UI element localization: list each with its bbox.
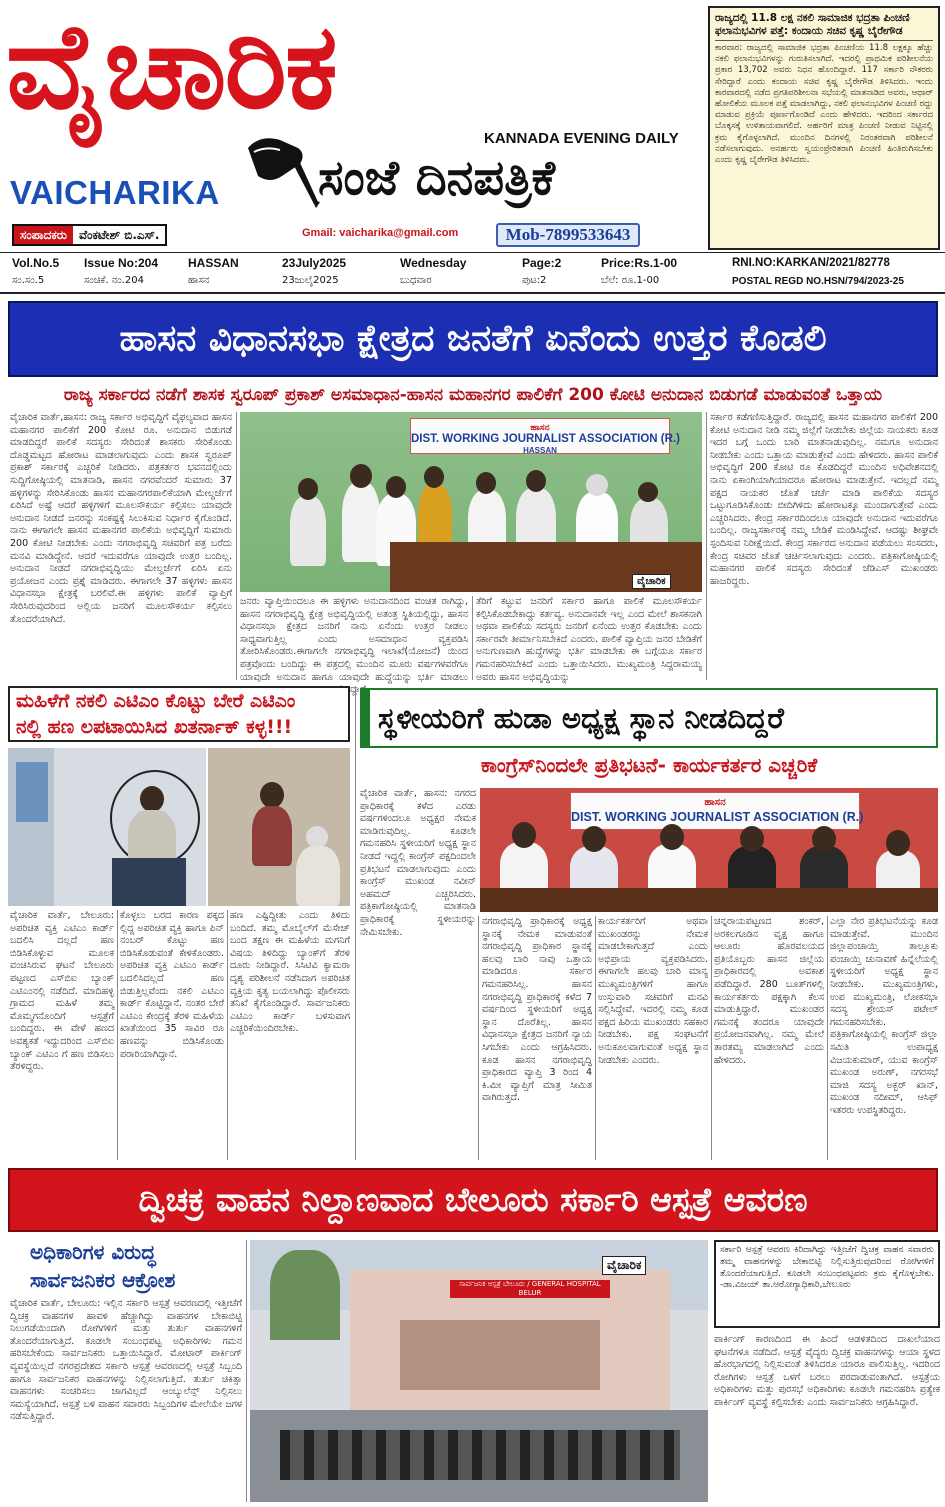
person-head — [638, 482, 658, 502]
huda-headline-box — [360, 688, 938, 748]
postal-regd: POSTAL REGD NO.HSN/794/2023-25 — [732, 276, 904, 287]
hospital-subhead-2: ಸಾರ್ವಜನಿಕರ ಆಕ್ರೋಶ — [30, 1268, 176, 1292]
main-headline: ಹಾಸನ ವಿಧಾನಸಭಾ ಕ್ಷೇತ್ರದ ಜನತೆಗೆ ಏನೆಂದು ಉತ್ತರ ಕೊಡಲಿ — [8, 301, 938, 377]
main-story-col4: ಸರ್ಕಾರ ಕಡೆಗಣಿಸುತ್ತಿದ್ದಾರೆ. ರಾಜ್ಯದಲ್ಲಿ ಹಾಸನ ಮಹಾನಗರ ಪಾಲಿಕೆಗೆ 200 ಕೋಟಿ ಅನುದಾನ ನೀಡಿ ನಮ್ಮ ಜಿಲ್ಲೆಗೆ ನೀಡಬೇಕು ಜಿಲ್ಲೆಯ ನಾಯಕರು ಕೂಡ ಇದರ ಬಗ್ಗೆ ಒಂದು ಬಾರಿ ಮಾತನಾಡುವುದಿಲ್ಲ. ನಮಗೂ ಅನುದಾನ ನೀಡಬೇಕು ಎಂದು ಒತ್ತಾಯ ಮಾಡುತ್ತೇವೆ ಎಂದು ಹೇಳಿದರು. ಹಾಸನ ಪಾಲಿಕೆ ಅಭಿವೃದ್ಧಿಗೆ 200 ಕೋಟಿ ರೂ ಕೊಡದಿದ್ದರೆ ಮುಂದಿನ ಅಧಿವೇಶನದಲ್ಲಿ ನಾನು ಏಕಾಂಗಿಯಾಗಿಯಾದರೂ ಹೋರಾಟ ಮಾಡುತ್ತೇನೆ. ಇದಲ್ಲದೆ ನಮ್ಮ ಪಕ್ಷದ ನಾಯಕರ ಜೊತೆ ಚರ್ಚೆ ಮಾಡಿ ಪಾಲಿಕೆಯ ಸದಸ್ಯರ ಒಟ್ಟುಗೂಡಿಸಿಕೊಂಡು ಬೀದಿಗಿಳಿದು ಹೋರಾಟಕ್ಕೂ ಮುಂದಾಗುತ್ತೇವೆ ಎಂದು ಎಚ್ಚರಿಸಿದರು. ಕೇಂದ್ರ ಸರ್ಕಾರದಿಂದಲೂ ಯಾವುದೇ ಅನುದಾನ ಇದುವರೆಗೂ ಬಂದಿಲ್ಲ. ರಾಜ್ಯಸರ್ಕಾರಕ್ಕೆ ನಮ್ಮ ಬೇಡಿಕೆ ಮಂಡಿಸಿದ್ದೇವೆ. ಆದಷ್ಟು ಶೀಘ್ರವೇ ಸ್ಪಂದಿಸುವ ನಿರೀಕ್ಷೆಯಿದೆ. ಕೇಂದ್ರ ಸರ್ಕಾರದ ಅನುದಾನ ಪಡೆಯಲು ಸಂಸದರು, ಕೇಂದ್ರ ಸಚಿವರ ಜೊತೆ ಚರ್ಚಿಸಲಾಗುವುದು ಎಂದರು. ಪತ್ರಿಕಾಗೋಷ್ಠಿಯಲ್ಲಿ ಮಹಾನಗರ ಪಾಲಿಕೆ ಸದಸ್ಯರು ಸೇರಿದಂತೆ ಜೆಡಿಎಸ್ ಮುಖಂಡರು ಹಾಜರಿದ್ದರು. — [710, 412, 938, 587]
person — [296, 846, 340, 906]
photo-stamp: ವೈಚಾರಿಕ — [602, 1256, 646, 1275]
photo-banner — [410, 418, 680, 455]
date-kn: 23ಜುಲೈ2025 — [282, 275, 339, 286]
doctor-quote: ಸರ್ಕಾರಿ ಆಸ್ಪತ್ರೆ ಆವರಣ ಕಿರಿದಾಗಿದ್ದು ಇತ್ತೀಚೆಗೆ ದ್ವಿಚಕ್ರ ವಾಹನ ಸವಾರರು ತಮ್ಮ ವಾಹನಗಳನ್ನು ಬೇಕಾಬಿಟ್ಟಿ ನಿಲ್ಲಿಸುತ್ತಿರುವುದರಿಂದ ರೋಗಿಗಳಿಗೆ ತೊಂದರೆಯಾಗುತ್ತಿದೆ. ಕೂಡಲೇ ಸಂಬಂಧಪಟ್ಟವರು ಕ್ರಮ ಕೈಗೊಳ್ಳಬೇಕು. -ಡಾ.ವಿಜಯ್ ತಾ.ಆರೋಗ್ಯಾಧಿಕಾರಿ,ಬೇಲೂರು — [720, 1245, 934, 1291]
column-divider — [827, 916, 828, 1160]
person-head — [386, 476, 406, 498]
person-head — [526, 470, 546, 492]
person-head — [306, 826, 328, 848]
person-head — [586, 474, 608, 496]
mobile-number: Mob-7899533643 — [496, 223, 640, 247]
person-head — [812, 826, 836, 852]
column-divider — [355, 686, 356, 1160]
hospital-subhead-1: ಅಧಿಕಾರಿಗಳ ವಿರುದ್ಧ — [30, 1240, 156, 1264]
photo-banner-top: ಹಾಸನ — [530, 422, 550, 432]
huda-story-col2: ನಗರಾಭಿವೃದ್ಧಿ ಪ್ರಾಧಿಕಾರಕ್ಕೆ ಅಧ್ಯಕ್ಷ ಸ್ಥಾನಕ್ಕೆ ನೇಮಕ ಮಾಡುವಂತೆ ನಗರಾಭಿವೃದ್ಧಿ ಪ್ರಾಧಿಕಾರ ಸ್ಥಾನಕ್ಕೆ ಹಲವು ಬಾರಿ ನಾವು ಒತ್ತಾಯ ಮಾಡಿದರೂ ಸರ್ಕಾರ ಗಮನಹರಿಸಿಲ್ಲ. ಹಾಸನ ನಗರಾಭಿವೃದ್ಧಿ ಪ್ರಾಧಿಕಾರಕ್ಕೆ ಕಳೆದ 7 ವರ್ಷದಿಂದ ಸ್ಥಳೀಯರಿಗೆ ಅಧ್ಯಕ್ಷ ಸ್ಥಾನ ದೊರೆತಿಲ್ಲ. ಹಾಸನ ವಿಧಾನಸಭಾ ಕ್ಷೇತ್ರದ ಜನರಿಗೆ ನ್ಯಾಯ ಸಿಗಬೇಕು ಎಂದು ಆಗ್ರಹಿಸಿದರು. ಕೂಡ ಹಾಸನ ನಗರಾಭಿವೃದ್ಧಿ ಪ್ರಾಧಿಕಾರದ ವ್ಯಾಪ್ತಿ 3 ರಿಂದ 4 ಕಿ.ಮೀ ವ್ಯಾಪ್ತಿಗೆ ಮಾತ್ರ ಸೀಮಿತ ವಾಗಿರುತ್ತದೆ. — [482, 916, 592, 1104]
green-strip — [362, 690, 370, 746]
column-divider — [117, 910, 118, 1160]
person — [252, 806, 292, 866]
notice-heading-2: ಫಲಾನುಭವಿಗಳ ಪತ್ತೆ: ಕಂದಾಯ ಸಚಿವ ಕೃಷ್ಣ ಬೈರೇಗೌಡ — [715, 25, 933, 41]
atm-story-col1: ವೈಚಾರಿಕ ವಾರ್ತೆ, ಬೇಲೂರು: ಅಪರಿಚಿತ ವ್ಯಕ್ತಿ ಎಟಿಎಂ ಕಾರ್ಡ್ ಬದಲಿಸಿ ದಲ್ಲದೆ ಹಣ ಬಿಡಿಸಿಕೊಳ್ಳುವ ಮೂಲಕ ವಂಚಿಸಿರುವ ಘಟನೆ ಬೇಲೂರು ಪಟ್ಟಣದ ಎಸ್‌ಬಿಐ ಬ್ಯಾಂಕ್ ಎಟಿಎಂನಲ್ಲಿ ನಡೆದಿದೆ. ಮಾದಿಹಳ್ಳಿ ಗ್ರಾಮದ ಮಹಿಳೆ ತಮ್ಮ ಮೊಮ್ಮಗನೊಂದಿಗೆ ಆಸ್ಪತ್ರೆಗೆ ಬಂದಿದ್ದರು. ಈ ವೇಳೆ ಹಣದ ಅವಶ್ಯಕತೆ ಇದ್ದುದರಿಂದ ಎಸ್‌ಬಿಐ ಬ್ಯಾಂಕ್ ಎಟಿಎಂ ಗೆ ಹಣ ಬಿಡಿಸಲು ತೆರಳಿದ್ದರು. — [10, 910, 114, 1073]
issue-kn: ಸಂಚಿಕೆ. ನಂ.204 — [84, 275, 144, 286]
photo-banner-text: DIST. WORKING JOURNALIST ASSOCIATION (R.) — [411, 433, 680, 445]
photo-banner — [570, 792, 864, 830]
person-head — [582, 826, 606, 852]
logo-kannada: ವೈಚಾರಿಕ — [6, 0, 336, 135]
main-story-photo — [240, 412, 702, 592]
person — [342, 482, 380, 562]
person-head — [140, 786, 164, 812]
person-head — [886, 830, 910, 856]
day-en: Wednesday — [400, 256, 467, 270]
person-head — [424, 466, 444, 488]
issue-en: Issue No:204 — [84, 256, 159, 270]
page-en: Page:2 — [522, 256, 562, 270]
column-divider — [595, 916, 596, 1160]
press-table — [480, 888, 938, 912]
person-head — [298, 478, 318, 500]
huda-story-col4: ಚನ್ನರಾಯಪಟ್ಟಣದ ಶಂಕರ್, ಅರಕಲಗೂಡಿನ ವೃಕ್ಷ ಹಾಗೂ ಆಲೂರು ಹೊರವಲಯದ ಪ್ರತಿಯೊಬ್ಬರು ಹಾಸನ ಜಿಲ್ಲೆಯ ಪ್ರಾಧಿಕಾರದಲ್ಲಿ ಅವಕಾಶ ಪಡೆದಿದ್ದಾರೆ. 280 ಬೂತ್‌ಗಳಲ್ಲಿ ಕಾರ್ಯಕರ್ತರು ಪಕ್ಷಕ್ಕಾಗಿ ಕೆಲಸ ಮಾಡುತ್ತಿದ್ದಾರೆ. ಮುಖಂಡರ ಗಮನಕ್ಕೆ ತಂದರೂ ಯಾವುದೇ ಪ್ರಯೋಜನವಾಗಿಲ್ಲ. ನಮ್ಮ ಮೇಲೆ ತಾರತಮ್ಯ ಮಾಡಲಾಗಿದೆ ಎಂದು ಹೇಳಿದರು. — [714, 916, 824, 1066]
atm-cctv-photo-1 — [8, 748, 206, 906]
person-head — [512, 822, 536, 848]
column-divider — [246, 1240, 247, 1502]
atm-story-col2: ಕೊಳ್ಳಲು ಬರದ ಕಾರಣ ಪಕ್ಕದ ಲ್ಲಿದ್ದ ಅಪರಿಚಿತ ವ್ಯಕ್ತಿ ಹಾಗೂ ಪಿನ್ ನಂಬರ್ ಕೊಟ್ಟು ಹಣ ಬಿಡಿಸಿಕೊಡುವಂತೆ ಕೇಳಿಕೊಂಡರು. ಅಪರಿಚಿತ ವ್ಯಕ್ತಿ ಎಟಿಎಂ ಕಾರ್ಡ್ ಬದಲಿಸಿದಲ್ಲದೆ ಹಣ ಬಿಡುತ್ತಿಲ್ಲವೆಂದು ನಕಲಿ ಎಟಿಎಂ ಕಾರ್ಡ್ ಕೊಟ್ಟಿದ್ದಾನೆ. ನಂತರ ಬೇರೆ ಎಟಿಎಂ ಕೇಂದ್ರಕ್ಕೆ ತೆರಳಿ ಮಹಿಳೆಯ ಖಾತೆಯಿಂದ 35 ಸಾವಿರ ರೂ ಹಣವನ್ನು ಬಿಡಿಸಿಕೊಂಡು ಪರಾರಿಯಾಗಿದ್ದಾನೆ. — [120, 910, 224, 1060]
column-divider — [472, 596, 473, 680]
tagline-english: KANNADA EVENING DAILY — [484, 130, 679, 147]
person-head — [350, 464, 372, 488]
person — [290, 496, 326, 566]
notice-body: ಕಾರವಾರ: ರಾಜ್ಯದಲ್ಲಿ ಸಾಮಾಜಿಕ ಭದ್ರತಾ ಪಿಂಚಣಿಯ 11.8 ಲಕ್ಷಕ್ಕೂ ಹೆಚ್ಚು ನಕಲಿ ಫಲಾನುಭವಿಗಳನ್ನು ಗುರುತಿಸಲಾಗಿದೆ. ಇದರಲ್ಲಿ ಪ್ರಾಥಮಿಕ ಪರಿಶೀಲನೆಯ ಪ್ರಕಾರ 13,702 ಅವರು ನಿಧನ ಹೊಂದಿದ್ದಾರೆ. 117 ಸರ್ಕಾರಿ ನೌಕರರು ಸೇರಿದ್ದಾರೆ ಎಂದು ಕಂದಾಯ ಸಚಿವ ಕೃಷ್ಣ ಬೈರೇಗೌಡ ತಿಳಿಸಿದರು. ಇಂದು ಕಾರವಾರದಲ್ಲಿ ನಡೆದ ಪ್ರಗತಿಪರಿಶೀಲನಾ ಸಭೆಯಲ್ಲಿ ಮಾತನಾಡಿದ ಅವರು, ಆಧಾರ್ ಹೋಲಿಕೆಯ ಮೂಲಕ ಪತ್ತೆ ಮಾಡಲಾಗಿದ್ದು, ನಕಲಿ ಫಲಾನುಭವಿಗಳ ಪಿಂಚಣಿ ರದ್ದು ಮಾಡುವ ಪ್ರಕ್ರಿಯೆ ಪೂರ್ಣಗೊಂಡಿದೆ ಎಂದು ಹೇಳಿದರು. ಇದರಿಂದ ಸರ್ಕಾರದ ಬೊಕ್ಕಸಕ್ಕೆ ಉಳಿತಾಯವಾಗಲಿದೆ. ಅರ್ಹರಿಗೆ ಮಾತ್ರ ಪಿಂಚಣಿ ನೀಡುವ ನಿಟ್ಟಿನಲ್ಲಿ ಕ್ರಮ ಕೈಗೊಳ್ಳಲಾಗಿದೆ. ಮುಂದಿನ ದಿನಗಳಲ್ಲಿ ನಿರಂತರವಾಗಿ ಪರಿಶೀಲನೆ ನಡೆಸಲಾಗುವುದು. ಅನರ್ಹರು ಸ್ವಯಂಪ್ರೇರಿತರಾಗಿ ಪಿಂಚಣಿ ಹಿಂತಿರುಗಿಸಬೇಕು ಎಂದು ಕೃಷ್ಣ ಬೈರೇಗೌಡ ತಿಳಿಸಿದರು. — [715, 43, 933, 166]
main-story-col3: ತೆರಿಗೆ ಕಟ್ಟುವ ಜನರಿಗೆ ಸರ್ಕಾರ ಹಾಗೂ ಪಾಲಿಕೆ ಮೂಲಸೌಕರ್ಯ ಕಲ್ಪಿಸಿಕೊಡಬೇಕಾದ್ದು ಕರ್ತವ್ಯ. ಅನುದಾನವೇ ಇಲ್ಲ ಎಂದ ಮೇಲೆ ಶಾಸಕನಾಗಿ ಅಥವಾ ಪಾಲಿಕೆಯ ಸದಸ್ಯರು ಜನರಿಗೆ ಏನೆಂದು ಉತ್ತರ ಕೊಡಬೇಕು ಎಂದು ಸರ್ಕಾರವೇ ತೀರ್ಮಾನಿಸಬೇಕಿದೆ ಎಂದರು. ಪಾಲಿಕೆ ವ್ಯಾಪ್ತಿಯ ಜನರ ಬೇಡಿಕೆಗೆ ಅನುಗುಣವಾಗಿ ಹುದ್ದೆಗಳನ್ನು ಭರ್ತಿ ಮಾಡಬೇಕು ಈ ಬಗ್ಗೆಯೂ ಸರ್ಕಾರ ಗಮನಹರಿಸಬೇಕಿದೆ ಎಂದು ಒತ್ತಾಯಿಸಿದರು. ಮುಖ್ಯಮಂತ್ರಿ ಸಿದ್ದರಾಮಯ್ಯ ಅವರು ಹಾಸನ ಅಭಿವೃದ್ಧಿಯನ್ನು — [476, 596, 702, 683]
rni-number: RNI.NO:KARKAN/2021/82778 — [732, 257, 890, 269]
doctor-quote-box — [714, 1240, 940, 1328]
pen-hand-icon — [240, 118, 322, 210]
main-story-col1: ವೈಚಾರಿಕ ವಾರ್ತೆ,ಹಾಸನ: ರಾಜ್ಯ ಸರ್ಕಾರ ಅಭಿವೃದ್ಧಿಗೆ ವೈಫಲ್ಯವಾದ ಹಾಸನ ಮಹಾನಗರ ಪಾಲಿಕೆಗೆ 200 ಕೋಟಿ ರೂ. ಅನುದಾನ ಬಿಡುಗಡೆ ಮಾಡದಿದ್ದರೆ ಪಾಲಿಕೆ ಸದಸ್ಯರು ಸೇರಿದಂತೆ ಶಾಸಕರು ಸೇರಿಕೊಂಡು ದೊಡ್ಡಮಟ್ಟದ ಹೋರಾಟ ಮಾಡಲಾಗುವುದು ಎಂದು ಶಾಸಕ ಸ್ವರೂಪ್ ಪ್ರಕಾಶ್ ಸರ್ಕಾರಕ್ಕೆ ಎಚ್ಚರಿಕೆ ನೀಡಿದರು. ಪತ್ರಕರ್ತರ ಭವನದಲ್ಲಿಂದು ಸುದ್ದಿಗೋಷ್ಠಿಯಲ್ಲಿ ಮಾತನಾಡಿ, ಹಾಸನ ನಗರವೆಂದರೆ ಸುಮಾರು 37 ಹಳ್ಳಿಗಳನ್ನು ಸೇರಿಸಿಕೊಂಡು ಹಾಸನ ಮಹಾನಗರಪಾಲಿಕೆಯಾಗಿ ಮೇಲ್ದರ್ಜೆಗೆ ಏರಿಸಿದೆ ಅಷ್ಟೆ ಆದರೆ ಹಳ್ಳಿಗಳಿಗೆ ಮೂಲಸೌಕರ್ಯ ಕಲ್ಪಿಸಲು ಯಾವುದೇ ಅನುದಾನ ನೀಡದೆ ಜನರನ್ನು ಸಂಕಷ್ಟಕ್ಕೆ ಸಿಲುಕಿಸುವ ನಿರ್ಧಾರ ಕೈಗೊಂಡಿದೆ. ನಾನು ಈಗಾಗಲೇ ಹಾಸನ ಮಹಾನಗರ ಪಾಲಿಕೆಯ ಅಭಿವೃದ್ಧಿಗೆ ಸುಮಾರು 200 ಕೋಟಿ ನೀಡಬೇಕು ಎಂದು ನಗರಾಭಿವೃದ್ಧಿ ಸಚಿವರಿಗೆ ಪತ್ರ ಬರೆದು ಮನವಿ ಮಾಡಿದ್ದೇನೆ. ಆದರೆ ಇದುವರೆಗೂ ಯಾವುದೇ ಉತ್ತರ ಬಂದಿಲ್ಲ. ಅನುದಾನ ನೀಡದೆ ನಗರಾಭಿವೃದ್ಧಿಯು ಮೇಲ್ದರ್ಜೆಗೆ ಏರಿಸಿ ಏನು ಪ್ರಯೋಜನ ಎಂದು ಪ್ರಶ್ನೆ ಮಾಡಿದರು. ಈಗಾಗಲೇ 37 ಹಳ್ಳಿಗಳು ಹಾಸನ ವಿಧಾನಸಭಾ ಕ್ಷೇತ್ರಕ್ಕೆ ಬರಲಿವೆ.ಈ ಹಳ್ಳಿಗಳು ಪಾಲಿಕೆ ವ್ಯಾಪ್ತಿಗೆ ಸೇರಿಸಿರುವುದರಿಂದ ಅಲ್ಲಿಯ ಜನರಿಗೆ ಮೂಲಸೌಕರ್ಯ ಕಲ್ಪಿಸಲು ತೊಂದರೆಯಾಗಿದೆ. — [10, 412, 232, 625]
volume-en: Vol.No.5 — [12, 256, 60, 270]
hospital-story-col-right: ಪಾರ್ಕಿಂಗ್ ಕಾರಣದಿಂದ ಈ ಹಿಂದೆ ಆಡಳಿತದಿಂದ ದಾಖಲೆಯಾದ ಘಟನೆಗಳೂ ನಡೆದಿದೆ. ಆಸ್ಪತ್ರೆ ವೈದ್ಯರು ದ್ವಿಚಕ್ರ ವಾಹನಗಳನ್ನು ಆಯಾ ಸ್ಥಳದ ಹೊರಭಾಗದಲ್ಲಿ ನಿಲ್ಲಿಸುವಂತೆ ತಿಳಿಸಿದರೂ ಯಾರೂ ಪಾಲಿಸುತ್ತಿಲ್ಲ. ಇದರಿಂದ ರೋಗಿಗಳು ಆಸ್ಪತ್ರೆ ಒಳಗೆ ಬರಲು ಪರದಾಡುವಂತಾಗಿದೆ. ಆಸ್ಪತ್ರೆಯ ಅಧಿಕಾರಿಗಳು ಮತ್ತು ಪುರಸಭೆ ಅಧಿಕಾರಿಗಳು ಕೂಡಲೇ ಗಮನಹರಿಸಿ ಪ್ರತ್ಯೇಕ ಪಾರ್ಕಿಂಗ್ ವ್ಯವಸ್ಥೆ ಕಲ್ಪಿಸಬೇಕು ಎಂದು ಸಾರ್ವಜನಿಕರು ಆಗ್ರಹಿಸಿದ್ದಾರೆ. — [714, 1334, 940, 1408]
atm-headline-box — [8, 686, 350, 742]
hospital-story-col1: ವೈಚಾರಿಕ ವಾರ್ತೆ, ಬೇಲೂರು: ಇಲ್ಲಿನ ಸರ್ಕಾರಿ ಆಸ್ಪತ್ರೆ ಆವರಣದಲ್ಲಿ ಇತ್ತೀಚೆಗೆ ದ್ವಿಚಕ್ರ ವಾಹನಗಳ ಹಾವಳಿ ಹೆಚ್ಚಾಗಿದ್ದು ವಾಹನಗಳ ಬೇಕಾಬಿಟ್ಟಿ ನಿಲುಗಡೆಯಿಂದಾಗಿ ರೋಗಿಗಳಿಗೆ ಮತ್ತು ತುರ್ತು ವಾಹನಗಳಿಗೆ ತೊಂದರೆಯಾಗುತ್ತಿದೆ. ಕೂಡಲೇ ಸಂಬಂಧಪಟ್ಟ ಅಧಿಕಾರಿಗಳು ಗಮನ ಹರಿಸಬೇಕೆಂದು ಸಾರ್ವಜನಿಕರು ಒತ್ತಾಯಿಸಿದ್ದಾರೆ. ಮೋಟಾರ್ ಪಾರ್ಕಿಂಗ್ ವ್ಯವಸ್ಥೆಯಿಲ್ಲದೆ ನಗರಪ್ರದೇಶದ ಸರ್ಕಾರಿ ಆಸ್ಪತ್ರೆ ಆವರಣದಲ್ಲಿ ಆಸ್ಪತ್ರೆ ಸಿಬ್ಬಂದಿ ಹಾಗೂ ಸಾರ್ವಜನಿಕರ ವಾಹನಗಳನ್ನು ನಿಲ್ಲಿಸಲಾಗುತ್ತಿದೆ. ತುರ್ತು ಚಿಕಿತ್ಸಾ ವಾಹನಗಳು ಸಂಚರಿಸಲು ಜಾಗವಿಲ್ಲದೆ ಆಂಬ್ಯುಲೆನ್ಸ್ ನಿಲ್ಲಿಸಲು ಸಮಸ್ಯೆಯಾಗಿದೆ. ಆಸ್ಪತ್ರೆ ಬಳಿ ವಾಹನ ಸವಾರರು ಸಿಬ್ಬಂದಿಗಳ ಮೇಲೆಯೇ ಜಗಳ ನಡೆಸುತ್ತಿದ್ದಾರೆ. — [10, 1298, 242, 1423]
date-en: 23July2025 — [282, 256, 347, 270]
logo-english: VAICHARIKA — [10, 174, 220, 211]
notice-box — [708, 6, 940, 250]
person-head — [476, 472, 496, 494]
hospital-headline: ದ್ವಿಚಕ್ರ ವಾಹನ ನಿಲ್ದಾಣವಾದ ಬೇಲೂರು ಸರ್ಕಾರಿ ಆಸ್ಪತ್ರೆ ಆವರಣ — [8, 1168, 938, 1232]
atm-story-col3: ಹಣ ಎಷ್ಟಿದ್ದೀತು ಎಂದು ತಿಳಿದು ಬಂದಿದೆ. ತಮ್ಮ ಮೊಬೈಲ್‌ಗೆ ಮೆಸೇಜ್ ಬಂದ ತಕ್ಷಣ ಈ ಮಹಿಳೆಯ ಮಗನಿಗೆ ವಿಷಯ ತಿಳಿದಿದ್ದು ಬ್ಯಾಂಕ್‌ಗೆ ತೆರಳಿ ದೂರು ನೀಡಿದ್ದಾರೆ. ಸಿಸಿಟಿವಿ ಕ್ಯಾಮರಾ ದೃಶ್ಯ ಪರಿಶೀಲನೆ ನಡೆಸಿದಾಗ ಅಪರಿಚಿತ ವ್ಯಕ್ತಿಯ ಕೃತ್ಯ ಬಯಲಾಗಿದ್ದು ಪೊಲೀಸರು ತನಿಖೆ ಕೈಗೊಂಡಿದ್ದಾರೆ. ಸಾರ್ವಜನಿಕರು ಎಟಿಎಂ ಕಾರ್ಡ್ ಬಳಸುವಾಗ ಎಚ್ಚರಿಕೆಯಿಂದಿರಬೇಕು. — [230, 910, 350, 1035]
price-en: Price:Rs.1-00 — [601, 256, 678, 270]
editor-label: ಸಂಪಾದಕರು — [14, 226, 73, 244]
masthead — [0, 0, 945, 252]
gmail-address: Gmail: vaicharika@gmail.com — [302, 227, 459, 239]
huda-story-photo — [480, 788, 938, 912]
atm-cctv-photo-2 — [208, 748, 350, 906]
photo-banner-top: ಹಾಸನ — [704, 797, 726, 808]
day-kn: ಬುಧವಾರ — [400, 275, 432, 286]
tagline-kannada: ಸಂಜೆ ದಿನಪತ್ರಿಕೆ — [318, 150, 556, 206]
notice-heading-1: ರಾಜ್ಯದಲ್ಲಿ 11.8 ಲಕ್ಷ ನಕಲಿ ಸಾಮಾಜಿಕ ಭದ್ರತಾ ಪಿಂಚಣಿ — [715, 12, 910, 24]
person-head — [740, 826, 764, 852]
photo-stamp: ವೈಚಾರಿಕ — [632, 574, 671, 589]
atm-headline-line1: ಮಹಿಳೆಗೆ ನಕಲಿ ಎಟಿಎಂ ಕೊಟ್ಟು ಬೇರೆ ಎಟಿಎಂ — [16, 690, 296, 712]
column-divider — [478, 916, 479, 1160]
page-kn: ಪುಟ:2 — [522, 275, 547, 286]
atm-machine — [112, 858, 186, 906]
huda-story-col1-cont — [360, 916, 476, 1160]
person-head — [660, 824, 684, 850]
city-kn: ಹಾಸನ — [188, 275, 210, 286]
hospital-photo — [250, 1240, 708, 1502]
huda-story-col5: ಎಲ್ಲಾ ನೇರ ಪ್ರತಿಭಟನೆಯನ್ನು ಕೂಡ ಮಾಡುತ್ತೇವೆ. ಮುಂದಿನ ಜಿಲ್ಲಾಪಂಚಾಯ್ತಿ ತಾಲ್ಲೂಕು ಪಂಚಾಯ್ತಿ ಚುನಾವಣೆ ಹಿನ್ನೆಲೆಯಲ್ಲಿ ಸ್ಥಳೀಯರಿಗೆ ಅಧ್ಯಕ್ಷ ಸ್ಥಾನ ನೀಡಬೇಕು. ಮುಖ್ಯಮಂತ್ರಿಗಳು, ಉಪ ಮುಖ್ಯಮಂತ್ರಿ, ಲೋಕಸಭಾ ಸದಸ್ಯ ಶ್ರೇಯಸ್ ಪಟೇಲ್ ಗಮನಹರಿಸಬೇಕು. ಪತ್ರಿಕಾಗೋಷ್ಠಿಯಲ್ಲಿ ಕಾಂಗ್ರೆಸ್ ಜಿಲ್ಲಾ ಸಮಿತಿ ಉಪಾಧ್ಯಕ್ಷ ವಿಜಯಕುಮಾರ್, ಯುವ ಕಾಂಗ್ರೆಸ್ ಮುಖಂಡ ಅರುಣ್, ನಗರಸಭೆ ಮಾಜಿ ಸದಸ್ಯ ಅಕ್ಬರ್ ಖಾನ್, ಮುಖಂಡ ನದೀಮ್, ಆಸಿಫ್ ಇತರರು ಉಪಸ್ಥಿತರಿದ್ದರು. — [830, 916, 938, 1116]
tree — [270, 1250, 340, 1340]
column-divider — [236, 412, 237, 680]
huda-subheadline: ಕಾಂಗ್ರೆಸ್‌ನಿಂದಲೇ ಪ್ರತಿಭಟನೆ- ಕಾರ್ಯಕರ್ತರ ಎಚ್ಚರಿಕೆ — [480, 753, 818, 777]
column-divider — [711, 916, 712, 1160]
editor-box — [12, 224, 167, 246]
huda-story-col3: ಕಾರ್ಯಕರ್ತರಿಗೆ ಅಥವಾ ಮುಖಂಡರನ್ನು ನೇಮಕ ಮಾಡಬೇಕಾಗುತ್ತದೆ ಎಂದು ಅಭಿಪ್ರಾಯ ವ್ಯಕ್ತಪಡಿಸಿದರು. ಈಗಾಗಲೇ ಹಲವು ಬಾರಿ ಮಾನ್ಯ ಮುಖ್ಯಮಂತ್ರಿಗಳಿಗೆ ಹಾಗೂ ಉಸ್ತುವಾರಿ ಸಚಿವರಿಗೆ ಮನವಿ ಸಲ್ಲಿಸಿದ್ದೇವೆ. ಇದರಲ್ಲಿ ನಮ್ಮ ಕೂಡ ಪಕ್ಷದ ಹಿರಿಯ ಮುಖಂಡರು ಸಹಕಾರ ನೀಡಬೇಕು. ಪಕ್ಷ ಸಂಘಟನೆಗೆ ಅನುಕೂಲವಾಗುವಂತೆ ಅಧ್ಯಕ್ಷ ಸ್ಥಾನ ನೀಡಬೇಕು ಎಂದರು. — [598, 916, 708, 1066]
main-story-col2: ಜನರು ವ್ಯಾಪ್ತಿಯಿಂದಲೂ ಈ ಹಳ್ಳಿಗಳು ಅನುದಾನದಿಂದ ವಂಚಿತ ರಾಗಿದ್ದು, ಹಾಸನ ನಗರಾಭಿವೃದ್ಧಿ ಕ್ಷೇತ್ರ ಅಭಿವೃದ್ಧಿಯಲ್ಲಿ ಅತಂತ್ರ ಸ್ಥಿತಿಯಲ್ಲಿದ್ದು, ಹಾಸನ ವಿಧಾನಸಭಾ ಕ್ಷೇತ್ರದ ಜನರಿಗೆ ನಾನು ಏನೆಂದು ಉತ್ತರ ನೀಡಲು ಸಾಧ್ಯವಾಗುತ್ತಿಲ್ಲ ಎಂದು ಅಸಮಾಧಾನ ವ್ಯಕ್ತಪಡಿಸಿ ತೋರಿಸಿಕೊಂಡರು.ಈಗಾಗಲೇ ನಗರಾಭಿವೃದ್ಧಿ ಇಲಾಖೆ(ಯೋಜನೆ) ಯಿಂದ ಪತ್ರವೊಂದು ಬಂದಿದ್ದು ಈ ಪತ್ರದಲ್ಲಿ ಮುಂದಿನ ಮೂರು ವರ್ಷಗಳವರೆಗೂ ಯಾವುದೇ ಅನುದಾನ ಹಾಗೂ ಯಾವುದೇ ಹುದ್ದೆಯನ್ನು ಭರ್ತಿ ಮಾಡಲು ಹೇಳಿದ್ದಾರೆ. — [240, 596, 468, 696]
issue-info-row — [0, 252, 945, 294]
main-subheadline: ರಾಜ್ಯ ಸರ್ಕಾರದ ನಡೆಗೆ ಶಾಸಕ ಸ್ವರೂಪ್ ಪ್ರಕಾಶ್ ಅಸಮಾಧಾನ-ಹಾಸನ ಮಹಾನಗರ ಪಾಲಿಕೆಗೆ 200 ಕೋಟಿ ಅನುದಾನ ಬಿಡುಗಡೆ ಮಾಡುವಂತೆ ಒತ್ತಾಯ — [63, 385, 883, 405]
volume-kn: ಸಂ.ಸಂ.5 — [12, 275, 45, 286]
column-divider — [227, 910, 228, 1160]
photo-banner-city: HASSAN — [523, 446, 557, 455]
city-en: HASSAN — [188, 256, 239, 270]
person-head — [260, 782, 284, 808]
atm-headline-line2: ನಲ್ಲಿ ಹಣ ಲಪಟಾಯಿಸಿದ ಖತರ್ನಾಕ್ ಕಳ್ಳ!!! — [16, 716, 293, 738]
price-kn: ಬೆಲೆ: ರೂ.1-00 — [601, 275, 660, 286]
huda-story-col1: ವೈಚಾರಿಕ ವಾರ್ತೆ, ಹಾಸನ: ನಗರದ ಪ್ರಾಧಿಕಾರಕ್ಕೆ ಕಳೆದ ಎರಡು ವರ್ಷಗಳಿಂದಲೂ ಅಧ್ಯಕ್ಷರ ನೇಮಕ ಮಾಡಿರುವುದಿಲ್ಲ. ಕೂಡಲೇ ಗಮನಹರಿಸಿ ಸ್ಥಳೀಯರಿಗೆ ಅಧ್ಯಕ್ಷ ಸ್ಥಾನ ನೀಡದೆ ಇದ್ದಲ್ಲಿ ಕಾಂಗ್ರೆಸ್ ಪಕ್ಷದಿಂದಲೇ ಪ್ರತಿಭಟನೆ ಮಾಡಲಾಗುವುದು ಎಂದು ಕಾಂಗ್ರೆಸ್ ಮುಖಂಡ ನವೀನ್ ಅಹಮದ್ ಎಚ್ಚರಿಸಿದರು. ಪತ್ರಿಕಾಗೋಷ್ಠಿಯಲ್ಲಿ ಮಾತನಾಡಿ ಪ್ರಾಧಿಕಾರಕ್ಕೆ ಸ್ಥಳೀಯರನ್ನು ನೇಮಿಸಬೇಕು. — [360, 788, 476, 938]
photo-banner-text: DIST. WORKING JOURNALIST ASSOCIATION (R.) — [571, 810, 864, 824]
hospital-sign: ಸಾರ್ವಜನಿಕ ಆಸ್ಪತ್ರೆ ಬೇಲೂರು / GENERAL HOSPITAL BELUR — [450, 1280, 610, 1298]
editor-name: ವೆಂಕಟೇಶ್ ಬಿ.ಎಸ್. — [73, 226, 165, 244]
huda-headline: ಸ್ಥಳೀಯರಿಗೆ ಹುಡಾ ಅಧ್ಯಕ್ಷ ಸ್ಥಾನ ನೀಡದಿದ್ದರೆ — [378, 701, 784, 735]
column-divider — [706, 412, 707, 680]
